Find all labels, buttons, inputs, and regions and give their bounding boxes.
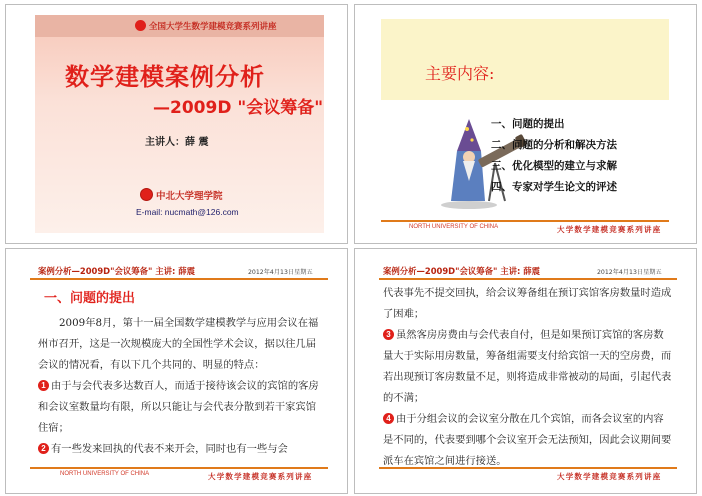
header-divider bbox=[30, 278, 328, 280]
footer-university: NORTH UNIVERSITY OF CHINA bbox=[409, 224, 499, 230]
slide-header-date: 2012年4月13日星期五 bbox=[248, 269, 313, 276]
point-1-text: 由于与会代表多达数百人，而适于接待该会议的宾馆的客房和会议室数量均有限，所以只能让与会代表分散到若干家宾馆住宿； bbox=[38, 380, 319, 434]
point-4-text: 由于分组会议的会议室分散在几个宾馆，而各会议室的内容是不同的，代表要到哪个会议室开会无法预知，因此会议期间要派车在宾馆之间进行接送。 bbox=[383, 413, 672, 467]
point-2 bbox=[38, 439, 322, 460]
number-badge-icon: 4 bbox=[383, 413, 394, 424]
point-2-text: 有一些发来回执的代表不来开会，同时也有一些与会 bbox=[51, 443, 288, 455]
slide-header-title: 案例分析—2009D"会议筹备" 主讲: 薛震 bbox=[383, 266, 541, 276]
footer-divider bbox=[30, 467, 328, 469]
school-name: 中北大学理学院 bbox=[156, 191, 223, 202]
contents-slide bbox=[381, 19, 669, 235]
banner-text: 全国大学生数学建模竞赛系列讲座 bbox=[149, 22, 277, 32]
footer-series: 大学数学建模竞赛系列讲座 bbox=[557, 472, 662, 481]
slide-header-date: 2012年4月13日星期五 bbox=[597, 269, 662, 276]
heading-box bbox=[381, 19, 669, 100]
footer-series: 大学数学建模竞赛系列讲座 bbox=[557, 225, 662, 234]
point-4 bbox=[383, 409, 673, 472]
contact-email: E-mail: nucmath@126.com bbox=[136, 207, 239, 217]
slide-frame-1[interactable] bbox=[5, 4, 348, 244]
footer-divider bbox=[381, 220, 669, 222]
section-title: 一、问题的提出 bbox=[44, 291, 136, 306]
intro-paragraph: 2009年8月，第十一届全国数学建模教学与应用会议在福州市召开，这是一次规模庞大的全国性学术会议，据以往几届会议的情况看，有以下几个共同的、明显的特点： bbox=[38, 317, 319, 371]
lecture-subtitle: —2009D "会议筹备" bbox=[153, 98, 324, 118]
number-badge-icon: 2 bbox=[38, 443, 49, 454]
number-badge-icon: 1 bbox=[38, 380, 49, 391]
school-emblem-icon bbox=[140, 188, 153, 201]
slide-frame-4[interactable] bbox=[354, 248, 697, 494]
footer-series: 大学数学建模竞赛系列讲座 bbox=[208, 472, 313, 481]
slide-frame-3[interactable] bbox=[5, 248, 348, 494]
contents-item-2[interactable]: 二、问题的分析和解决方法 bbox=[491, 139, 617, 151]
problem-text-continued bbox=[383, 283, 673, 472]
problem-slide bbox=[30, 259, 328, 485]
problem-text bbox=[38, 313, 322, 460]
lecturer-name: 主讲人：薛 震 bbox=[145, 137, 209, 148]
header-divider bbox=[379, 278, 677, 280]
slide-header-title: 案例分析—2009D"会议筹备" 主讲: 薛震 bbox=[38, 266, 196, 276]
contents-item-3[interactable]: 三、优化模型的建立与求解 bbox=[491, 160, 617, 172]
contents-list bbox=[491, 116, 617, 200]
title-slide bbox=[35, 15, 324, 233]
footer-divider bbox=[379, 467, 677, 469]
banner-logo-icon bbox=[135, 20, 146, 31]
point-1 bbox=[38, 376, 322, 439]
slide-frame-2[interactable] bbox=[354, 4, 697, 244]
contents-heading: 主要内容: bbox=[425, 64, 495, 83]
number-badge-icon: 3 bbox=[383, 329, 394, 340]
footer-university: NORTH UNIVERSITY OF CHINA bbox=[60, 471, 150, 477]
continued-paragraph: 代表事先不提交回执，给会议筹备组在预订宾馆客房数量时造成了困难； bbox=[383, 287, 672, 320]
contents-item-1[interactable]: 一、问题的提出 bbox=[491, 118, 565, 130]
contents-item-4[interactable]: 四、专家对学生论文的评述 bbox=[491, 181, 617, 193]
problem-continued-slide bbox=[379, 259, 677, 485]
point-3-text: 虽然客房房费由与会代表自付，但是如果预订宾馆的客房数量大于实际用房数量，筹备组需要支付给宾馆一天的空房费，而若出现预订客房数量不足，则将造成非常被动的局面，引起代表的不满； bbox=[383, 329, 672, 404]
point-3 bbox=[383, 325, 673, 409]
lecture-title: 数学建模案例分析 bbox=[65, 63, 265, 91]
